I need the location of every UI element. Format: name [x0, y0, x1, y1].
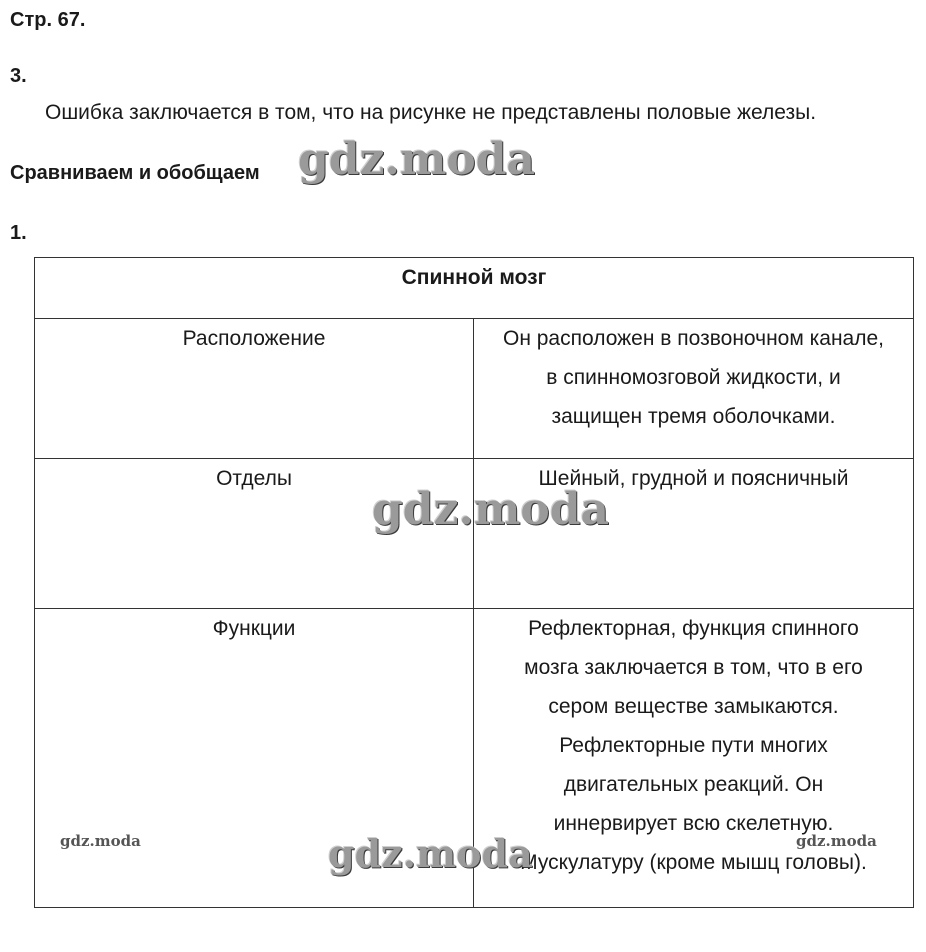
value-line: иннервирует всю скелетную.	[553, 812, 834, 835]
value-line: сером веществе замыкаются.	[548, 695, 839, 718]
row-label-functions: Функции	[35, 609, 474, 908]
watermark-logo-small: gdz.moda	[60, 832, 141, 850]
section-title: Сравниваем и обобщаем	[10, 162, 260, 184]
value-line: Мускулатуру (кроме мышц головы).	[520, 851, 867, 874]
task-3-number: 3.	[10, 65, 27, 87]
value-line: мозга заключается в том, что в его	[524, 656, 863, 679]
value-line: защищен тремя оболочками.	[551, 405, 836, 428]
table-row	[35, 459, 914, 609]
row-value-departments	[474, 459, 914, 609]
watermark-logo: gdz.moda	[328, 831, 533, 876]
value-line: двигательных реакций. Он	[563, 773, 824, 796]
watermark-logo-small: gdz.moda	[796, 832, 877, 850]
table-row	[35, 319, 914, 459]
spinal-cord-table	[34, 257, 914, 908]
value-line: Он расположен в позвоночном канале,	[502, 327, 884, 350]
row-value-functions	[474, 609, 914, 908]
row-label-departments: Отделы	[35, 459, 474, 609]
row-label-location: Расположение	[35, 319, 474, 459]
page-heading: Стр. 67.	[10, 9, 86, 31]
watermark-logo: gdz.moda	[372, 484, 610, 535]
value-line: Рефлекторная, функция спинного	[528, 617, 859, 640]
value-line: Рефлекторные пути многих	[559, 734, 828, 757]
value-line: в спинномозговой жидкости, и	[546, 366, 841, 389]
table-title: Спинной мозг	[35, 258, 914, 319]
value-line: Шейный, грудной и поясничный	[538, 467, 849, 490]
watermark-logo: gdz.moda	[298, 134, 536, 185]
task-3-answer: Ошибка заключается в том, что на рисунке не представлены половые железы.	[45, 101, 817, 124]
row-value-location	[474, 319, 914, 459]
table-row	[35, 609, 914, 908]
task-1-number: 1.	[10, 222, 27, 244]
